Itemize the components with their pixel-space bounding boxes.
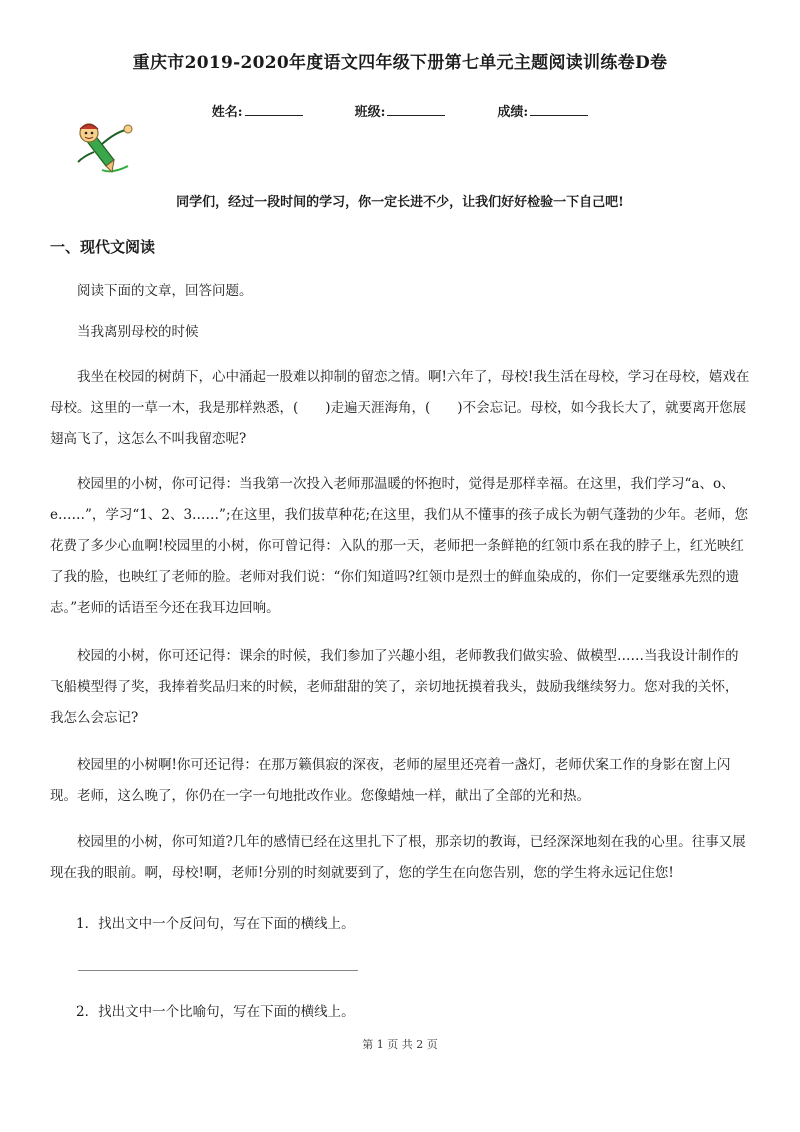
class-field[interactable]	[355, 101, 446, 120]
student-info-row	[0, 101, 800, 120]
paragraph-text: 校园里的小树啊!你可还记得：在那万籁俱寂的深夜，老师的屋里还亮着一盏灯，老师伏案工作的身影在窗上闪现。老师，这么晚了，你仍在一字一句地批改作业。您像蜡烛一样，献出了全部的光和热。	[50, 757, 731, 804]
greeting-text: 同学们，经过一段时间的学习，你一定长进不少，让我们好好检验一下自己吧!	[176, 195, 624, 210]
section-heading: 一、现代文阅读	[50, 238, 156, 256]
page-title: 重庆市2019-2020年度语文四年级下册第七单元主题阅读训练卷D卷	[132, 53, 668, 73]
instruction: 阅读下面的文章，回答问题。	[77, 283, 253, 299]
score-field[interactable]	[497, 101, 588, 120]
score-label: 成绩:	[497, 105, 529, 120]
answer-line-1[interactable]	[78, 970, 358, 971]
score-blank[interactable]	[530, 103, 588, 116]
instruction-text	[50, 276, 750, 307]
page-footer: 第 1 页 共 2 页	[362, 1038, 438, 1051]
class-blank[interactable]	[387, 103, 445, 116]
passage-title-block	[50, 317, 750, 348]
paragraph-text: 校园里的小树，你可知道?几年的感情已经在这里扎下了根，那亲切的教诲，已经深深地刻在我的心里。往事又展现在我的眼前。啊，母校!啊，老师!分别的时刻就要到了，您的学生在向您告别，您的学生将永远记住您!	[50, 834, 746, 881]
paragraph-5	[50, 827, 750, 889]
pencil-mascot-icon	[72, 122, 144, 176]
paragraph-text: 校园的小树，你可还记得：课余的时候，我们参加了兴趣小组，老师教我们做实验、做模型……当我设计制作的飞船模型得了奖，我捧着奖品归来的时候，老师甜甜的笑了，亲切地抚摸着我头，鼓励我继续努力。您对我的关怀，我怎么会忘记?	[50, 648, 739, 726]
name-blank[interactable]	[245, 103, 303, 116]
question-2: 2．找出文中一个比喻句，写在下面的横线上。	[76, 1004, 355, 1020]
paragraph-3	[50, 641, 750, 734]
paragraph-1	[50, 362, 750, 455]
paragraph-text: 校园里的小树，你可记得：当我第一次投入老师那温暖的怀抱时，觉得是那样幸福。在这里，我们学习“a、o、e……”，学习“1、2、3……”;在这里，我们拔草种花;在这里，我们从不懂事的孩子成长为朝气蓬勃的少年。老师，您花费了多少心血啊!校园里的小树，你可曾记得：入队的那一天，老师把一条鲜艳的红领巾系在我的脖子上，红光映红了我的脸，也映红了老师的脸。老师对我们说：“你们知道吗?红领巾是烈士的鲜血染成的，你们一定要继承先烈的遗志。”老师的话语至今还在我耳边回响。	[50, 476, 749, 616]
paragraph-4	[50, 750, 750, 812]
passage-title: 当我离别母校的时候	[77, 324, 199, 340]
name-field[interactable]	[212, 101, 303, 120]
question-1: 1．找出文中一个反问句，写在下面的横线上。	[76, 916, 355, 932]
class-label: 班级:	[354, 105, 386, 120]
name-label: 姓名:	[211, 105, 243, 120]
paragraph-2	[50, 469, 750, 624]
paragraph-text: 我坐在校园的树荫下，心中涌起一股难以抑制的留恋之情。啊!六年了，母校!我生活在母校，学习在母校，嬉戏在母校。这里的一草一木，我是那样熟悉，( )走遍天涯海角，( )不会忘记。母校，如今我长大了，就要离开您展翅高飞了，这怎么不叫我留恋呢?	[50, 369, 750, 447]
